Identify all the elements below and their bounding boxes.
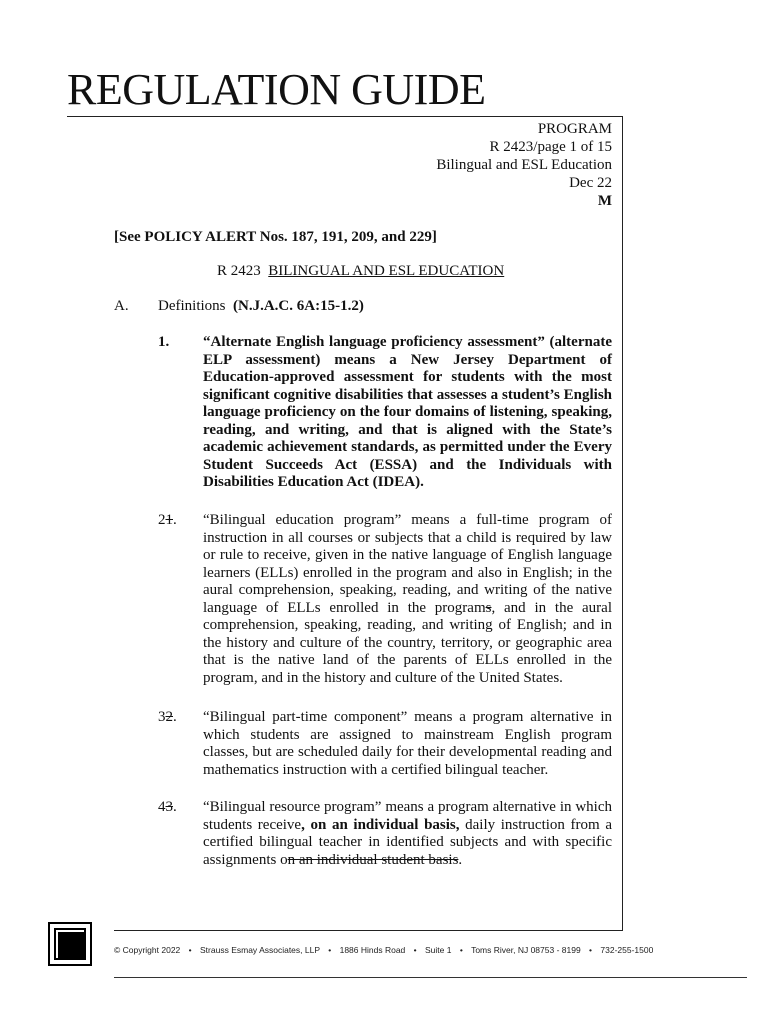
definition-text-part: “Bilingual education program” means a full-time program of instruction in all courses or subjects that a child is required by law or rule to receive, given in the native language of English language learners (ELLs) enrolled in the program and also in English; in the aural comprehension, speaking, reading, and writing of the native language of ELLs enrolled in the program (203, 512, 612, 616)
definition-text: “Bilingual part-time component” means a program alternative in which students are assigned to mainstream English program classes, but are scheduled daily for their developmental reading and mathematics instruction with a certified bilingual teacher. (203, 709, 612, 778)
definition-text-part: “Bilingual resource program” means a program alternative in which students receive (203, 799, 612, 833)
definition-number: 1. (158, 334, 170, 350)
definition-number-deleted: 2 (165, 709, 173, 725)
footer-bullet: • (459, 945, 463, 955)
footer-city: Toms River, NJ 08753 - 8199 (471, 945, 581, 955)
policy-alert-note: [See POLICY ALERT Nos. 187, 191, 209, and 229] (114, 229, 437, 245)
footer-bullet: • (328, 945, 332, 955)
header-code: M (597, 193, 612, 209)
header-program: PROGRAM (537, 121, 612, 137)
frame-right-rule (622, 116, 623, 931)
footer-bullet: • (413, 945, 417, 955)
footer-suite: Suite 1 (425, 945, 452, 955)
document-logo-icon (48, 922, 92, 966)
definition-number-deleted: 1 (165, 512, 173, 528)
footer-street: 1886 Hinds Road (339, 945, 406, 955)
definition-text-part: , and in the aural comprehension, speaking, reading, and writing of English; and in the history and culture of the country, territory, or geographic area that is the native land of the parents of ELLs enrolled in the program, and in the history and culture of the United States. (203, 599, 612, 686)
definition-text-part: daily instruction from a certified bilingual teacher in identified subjects and with specific assignments o (203, 816, 612, 868)
footer-phone: 732-255-1500 (600, 945, 654, 955)
deleted-text: s (485, 599, 492, 616)
definition-text: “Alternate English language proficiency assessment” (alternate ELP assessment) means a New Jersey Department of Education-approved assessment for students with the most significant cognitive disabilities that assesses a student’s English language proficiency on the four domains of listening, speaking, reading, and writing, and that is aligned with the State’s academic achievement standards, as permitted under the Every Student Succeeds Act (ESSA) and the Individuals with Disabilities Education Act (IDEA). (203, 334, 612, 490)
logo-mark (58, 932, 84, 958)
header-page-number: R 2423/page 1 of 15 (489, 139, 612, 155)
definition-text-part: . (458, 851, 463, 868)
section-title (158, 298, 364, 315)
regulation-heading (217, 263, 504, 280)
footer-bullet: • (589, 945, 593, 955)
regulation-title: BILINGUAL AND ESL EDUCATION (268, 263, 505, 279)
section-title-text: Definitions (158, 298, 226, 314)
definition-number-new: 4 (158, 799, 166, 815)
deleted-text: n an individual student basis (287, 851, 459, 868)
footer-copyright: © Copyright 2022 (114, 945, 181, 955)
section-citation: (N.J.A.C. 6A:15-1.2) (233, 298, 364, 314)
footer-contact (114, 945, 653, 955)
definition-number-new: 3 (158, 709, 166, 725)
title-divider (67, 116, 622, 117)
section-letter: A. (114, 298, 129, 314)
definition-number-deleted: 3 (165, 799, 173, 815)
regulation-number: R 2423 (217, 263, 261, 279)
footer-divider (114, 977, 747, 978)
definition-number: 21. (158, 512, 177, 528)
definition-number: 32. (158, 709, 177, 725)
footer-bullet: • (188, 945, 192, 955)
inserted-bold-text: , on an individual basis, (301, 816, 460, 833)
page-title: REGULATION GUIDE (67, 65, 486, 114)
definition-text (203, 799, 612, 869)
frame-bottom-rule (114, 930, 623, 931)
document-header (436, 120, 612, 210)
definition-text (203, 512, 612, 687)
definition-number: 43. (158, 799, 177, 815)
footer-company: Strauss Esmay Associates, LLP (200, 945, 320, 955)
header-subject: Bilingual and ESL Education (436, 157, 612, 173)
header-date: Dec 22 (569, 175, 612, 191)
definition-number-new: 2 (158, 512, 166, 528)
